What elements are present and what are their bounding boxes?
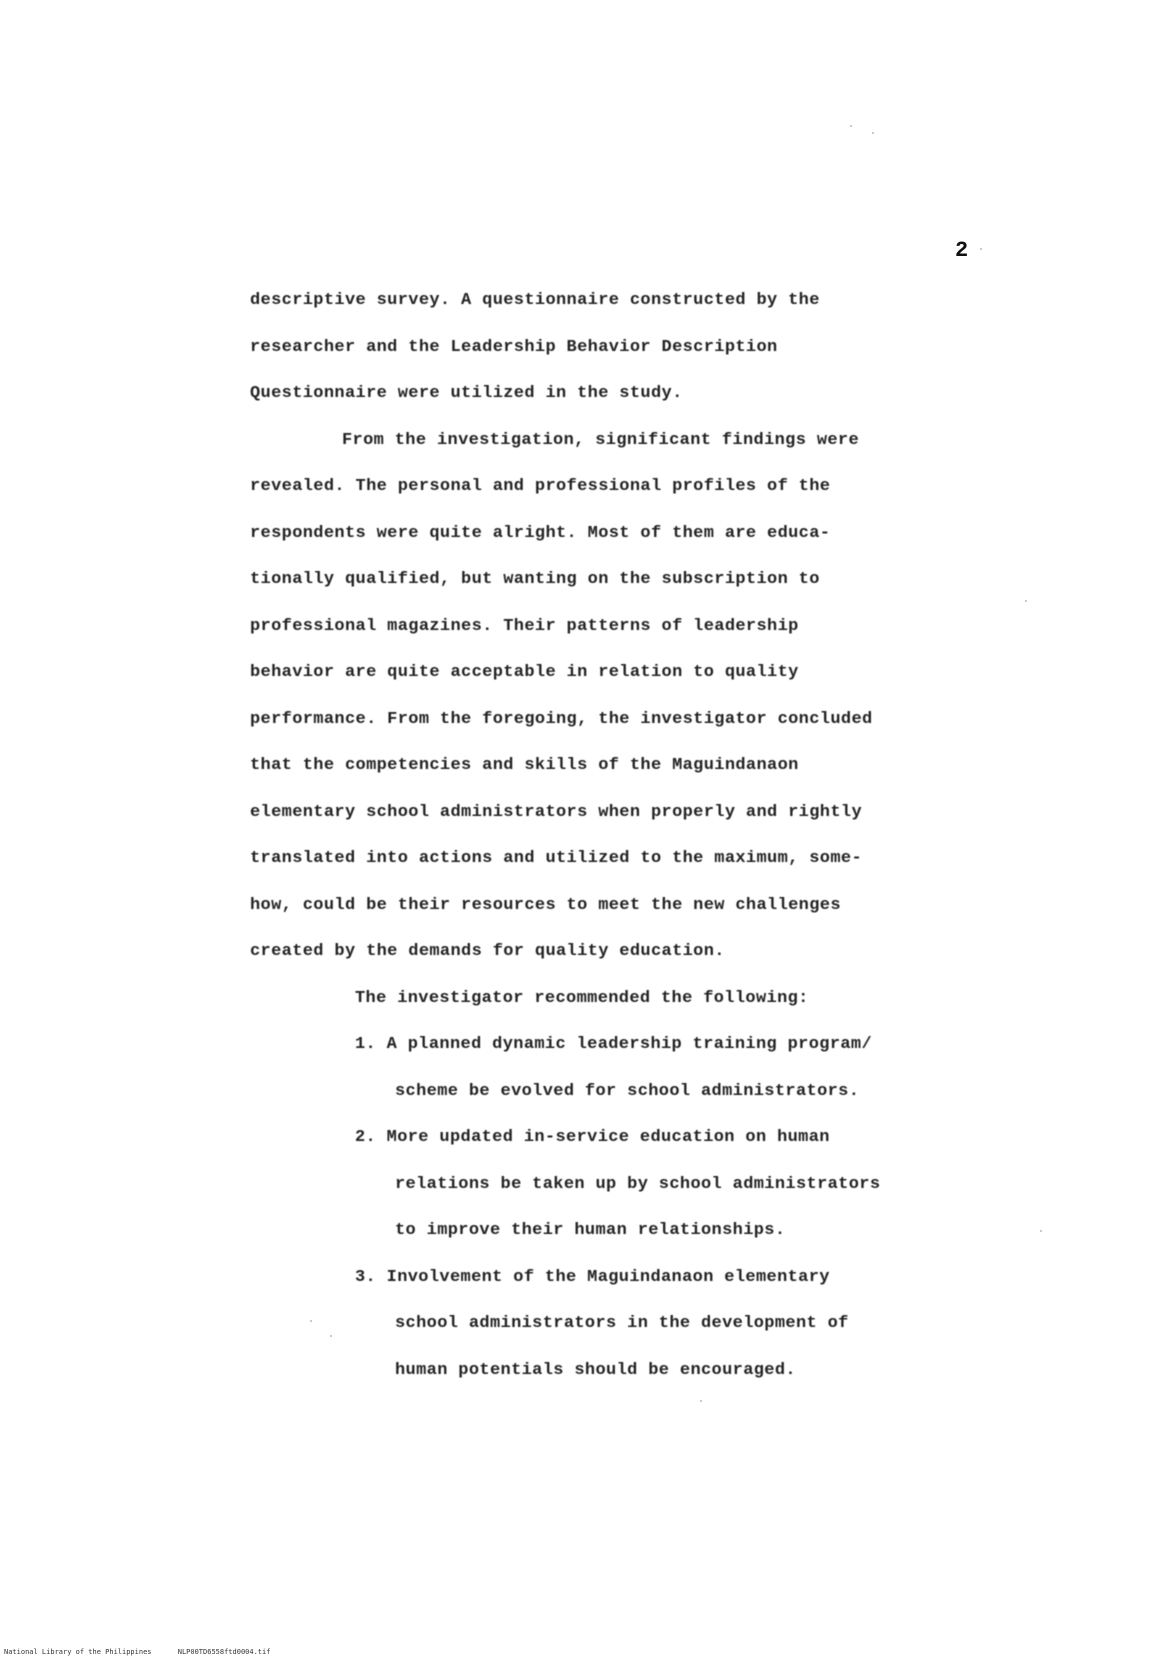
scan-speckle	[330, 1335, 332, 1337]
scan-speckle	[700, 1400, 702, 1402]
text-line: researcher and the Leadership Behavior Description	[250, 337, 778, 357]
text-line: how, could be their resources to meet the new challenges	[250, 895, 841, 915]
scan-speckle	[980, 248, 982, 250]
recommendation-item	[250, 1115, 1010, 1255]
footer-file-id: NLP00TD6558ftd0004.tif	[177, 1648, 271, 1656]
recommendation-line: school administrators in the development of	[395, 1314, 849, 1333]
scan-speckle	[872, 132, 874, 134]
text-line: revealed. The personal and professional profiles of the	[250, 477, 831, 496]
scan-speckle	[310, 1320, 312, 1322]
recommendation-line: 2. More updated in-service education on human	[355, 1128, 830, 1147]
recommendation-line: 1. A planned dynamic leadership training program/	[355, 1035, 873, 1054]
text-line: Questionnaire were utilized in the study.	[250, 384, 683, 403]
body-text	[250, 278, 1010, 1394]
text-line: descriptive survey. A questionnaire constructed by the	[250, 291, 820, 310]
scan-speckle	[850, 125, 852, 127]
recommendation-line: relations be taken up by school administrators	[395, 1174, 881, 1194]
text-line: behavior are quite acceptable in relation to quality	[250, 663, 799, 682]
footer-library: National Library of the Philippines	[4, 1648, 152, 1656]
page-number: 2	[955, 238, 969, 263]
text-line: respondents were quite alright. Most of them are educa-	[250, 523, 831, 543]
text-line: From the investigation, significant findings were	[342, 430, 860, 450]
scan-speckle	[1025, 600, 1027, 602]
text-line: translated into actions and utilized to the maximum, some-	[250, 849, 862, 868]
recommendation-line: scheme be evolved for school administrators.	[395, 1081, 860, 1101]
recommendation-line: 3. Involvement of the Maguindanaon elementary	[355, 1267, 830, 1287]
recommendation-item	[250, 1255, 1010, 1395]
text-line: elementary school administrators when properly and rightly	[250, 802, 862, 822]
recommendation-line: to improve their human relationships.	[395, 1221, 786, 1240]
text-line: created by the demands for quality education.	[250, 942, 725, 961]
scan-footer	[4, 1648, 270, 1656]
recommendation-item	[250, 1022, 1010, 1115]
recommendation-line: human potentials should be encouraged.	[395, 1360, 796, 1380]
text-line: performance. From the foregoing, the investigator concluded	[250, 709, 873, 729]
recommendation-intro: The investigator recommended the following:	[355, 988, 809, 1008]
scan-speckle	[1040, 1230, 1042, 1232]
text-line: that the competencies and skills of the Maguindanaon	[250, 756, 799, 775]
text-line: tionally qualified, but wanting on the subscription to	[250, 570, 820, 589]
text-line: professional magazines. Their patterns of leadership	[250, 616, 799, 636]
